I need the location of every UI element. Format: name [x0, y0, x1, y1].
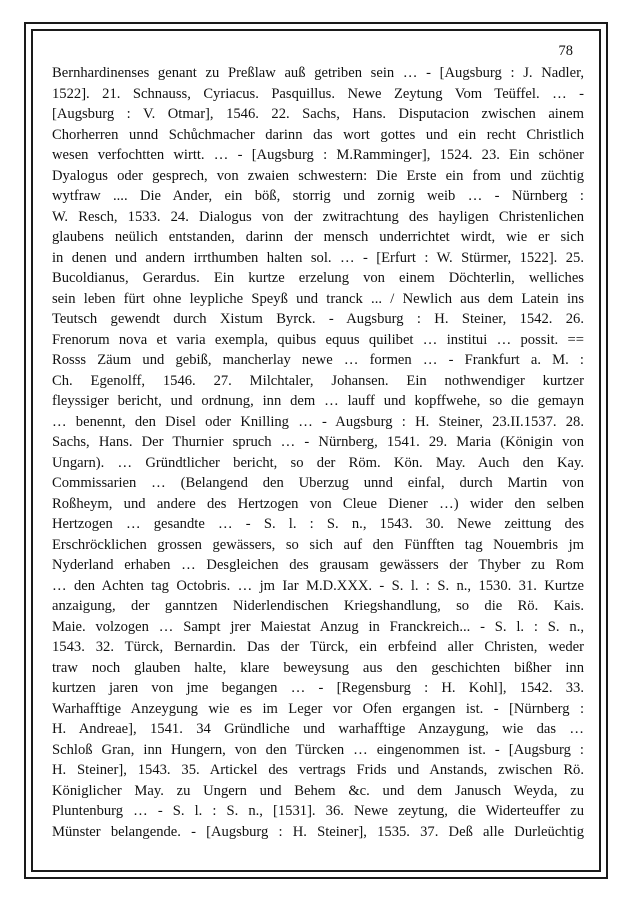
text-line: Teutsch gewendt durch Xistum Byrck. - Augsburg : H. Steiner, 1542. 26.: [52, 311, 584, 327]
text-line: in denen und andern irrthumben halten sol. … - [Erfurt : W. Stürmer, 1522]. 25.: [52, 249, 584, 266]
text-line: anzaigung, der ganntzen Niderlendischen Kriegshandlung, so die Rö. Kais.: [52, 598, 584, 614]
text-line: … benennt, den Disel oder Knilling … - Augsburg : H. Steiner, 23.II.1537. 28.: [52, 413, 584, 430]
text-line: W. Resch, 1533. 24. Dialogus von der zwitrachtung des hayligen Christenlichen: [52, 208, 584, 225]
bibliography-text: [52, 63, 584, 842]
text-line: Frenorum nova et varia exempla, quibus equus quilibet … institui … possit. ==: [52, 331, 584, 348]
text-line: … den Achten tag Octobris. … jm Iar M.D.XXX. - S. l. : S. n., 1530. 31. Kurtze: [52, 577, 584, 594]
text-line: fleyssiger bericht, und ordnung, inn dem … lauff und kopffwehe, so die gemayn: [52, 393, 584, 409]
text-line: Sachs, Hans. Der Thurnier spruch … - Nürnberg, 1541. 29. Maria (Königin von: [52, 434, 584, 450]
text-line: Commissarien … (Belangend den Uberzug unnd einfal, durch Martin von: [52, 475, 584, 491]
text-line: Ch. Egenolff, 1546. 27. Milchtaler, Johansen. Ein nothwendiger kurtzer: [52, 372, 584, 389]
text-line: sein leben fürt ohne leypliche Speyß und tranck ... / Newlich aus dem Latein ins: [52, 290, 584, 307]
text-line: 1543. 32. Türck, Bernardin. Das der Türck, ein erbfeind aller Christen, weder: [52, 639, 584, 655]
text-line: Hertzogen … gesandte … - S. l. : S. n., 1543. 30. Newe zeittung des: [52, 516, 584, 532]
text-line: kurtzen jaren von jme begangen … - [Regensburg : H. Kohl], 1542. 33.: [52, 680, 584, 696]
text-line: Chorherren unnd Schůchmacher darinn das wort gottes und ein recht Christlich: [52, 126, 584, 143]
text-line: Ungarn). … Gründtlicher bericht, so der Röm. Kön. May. Auch den Kay.: [52, 454, 584, 471]
text-line: H. Steiner], 1543. 35. Artickel des vertrags Frids und Anstands, zwischen Rö.: [52, 762, 584, 778]
text-line: Pluntenburg … - S. l. : S. n., [1531]. 36. Newe zeytung, die Widerteuffer zu: [52, 803, 584, 819]
text-line: H. Andreae], 1541. 34 Gründliche und warhafftige Anzaygung, wie das …: [52, 721, 584, 737]
text-line: Erschröcklichen grossen gewässers, so sich auf den Fünfften tag Nouembris jm: [52, 536, 584, 553]
text-line: Warhafftige Anzeygung wie es im Leger vor Ofen ergangen ist. - [Nürnberg :: [52, 700, 584, 717]
text-line: [Augsburg : V. Otmar], 1546. 22. Sachs, Hans. Disputacion zwischen ainem: [52, 106, 584, 122]
text-line: Münster belangende. - [Augsburg : H. Steiner], 1535. 37. Deß alle Durleüchtig: [52, 823, 584, 840]
text-line: wesen verfochtten wirtt. … - [Augsburg : M.Ramminger], 1524. 23. Ein schöner: [52, 147, 584, 163]
text-line: Roßheym, und andere des Hertzogen von Cleue Diener …) wider den selben: [52, 495, 584, 512]
text-line: glaubens neülich entstanden, darinn der mensch underrichtet wirdt, wie er sich: [52, 229, 584, 245]
text-line: Nyderland erhaben … Desgleichen des grausam gewässers der Thyber zu Rom: [52, 557, 584, 573]
text-line: Bucoldianus, Gerardus. Ein kurtze erzelung von einem Döchterlin, welliches: [52, 270, 584, 286]
text-line: Dyalogus oder gesprech, von zwaien schwestern: Die Erste ein from und züchtig: [52, 167, 584, 184]
page-number: 78: [558, 43, 573, 59]
text-line: Bernhardinenses genant zu Preßlaw auß getriben sein … - [Augsburg : J. Nadler,: [52, 65, 584, 81]
text-line: Maie. volzogen … Sampt jrer Maiestat Anzug in Franckreich... - S. l. : S. n.,: [52, 618, 584, 635]
text-line: Schloß Gran, inn Hungern, von den Türcken … eingenommen ist. - [Augsburg :: [52, 741, 584, 758]
text-line: traw noch glauben halte, klare beweysung aus den geschichten bißher inn: [52, 659, 584, 676]
text-line: wytfraw .... Die Ander, ein böß, storrig und zornig weib … - Nürnberg :: [52, 188, 584, 204]
text-line: Königlicher May. zu Ungern und Behem &c. und dem Janusch Weyda, zu: [52, 782, 584, 799]
text-line: 1522]. 21. Schnauss, Cyriacus. Pasquillus. Newe Zeytung Vom Teüffel. … -: [52, 85, 584, 102]
text-line: Rosss Zäum und gebiß, mancherlay newe … formen … - Frankfurt a. M. :: [52, 352, 584, 368]
